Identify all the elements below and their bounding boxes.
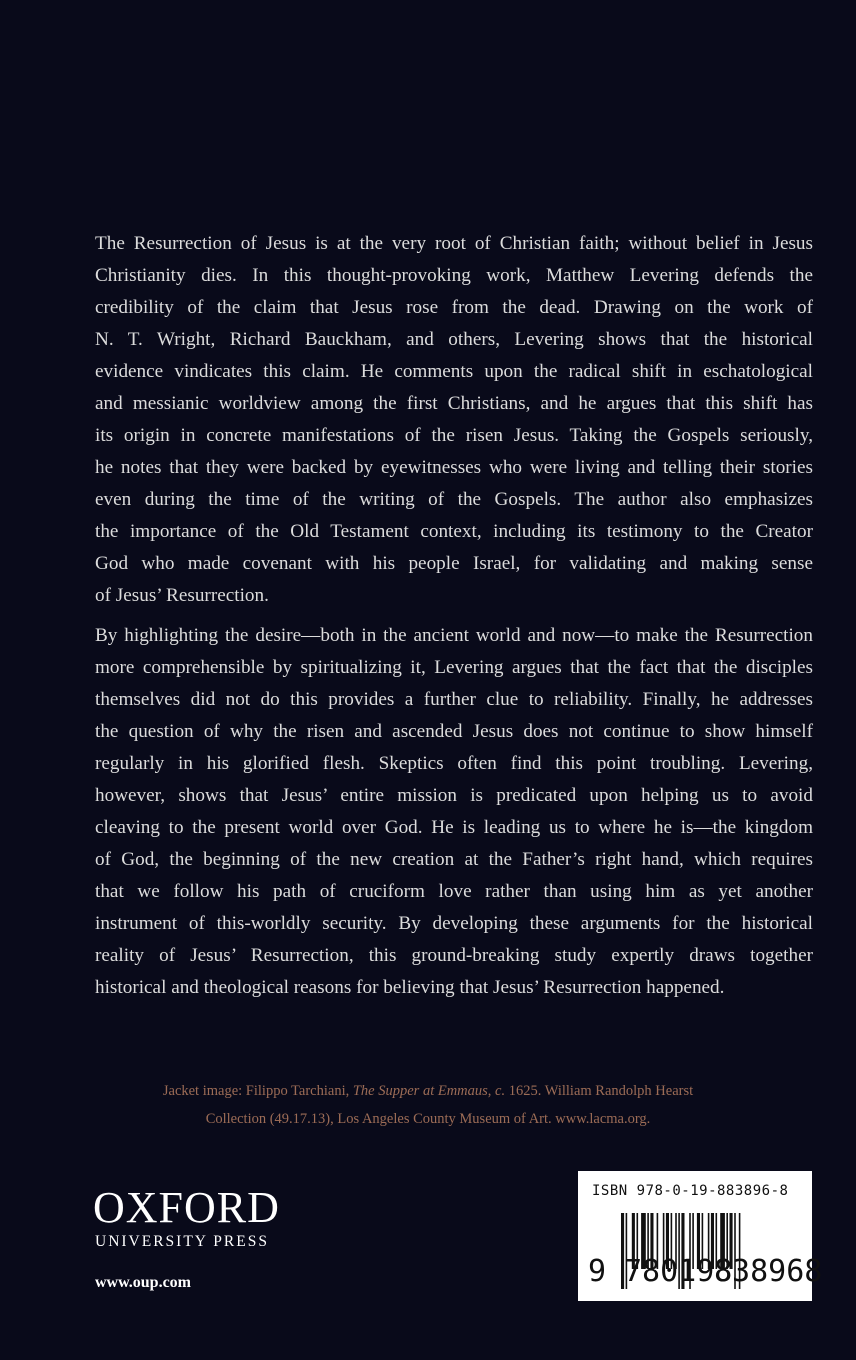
- publisher-logo-sub: UNIVERSITY PRESS: [95, 1233, 269, 1250]
- blurb-line: By highlighting the desire—both in the ancient world and now—to make the Resurrection: [95, 625, 813, 646]
- blurb-line: God who made covenant with his people Israel, for validating and making sense: [95, 553, 813, 574]
- blurb-line: The Resurrection of Jesus is at the very root of Christian faith; without belief in Jesus: [95, 233, 813, 254]
- blurb-line: credibility of the claim that Jesus rose from the dead. Drawing on the work of: [95, 297, 813, 318]
- isbn-text: ISBN 978-0-19-883896-8: [592, 1183, 789, 1199]
- blurb-line: instrument of this-worldly security. By developing these arguments for the historical: [95, 913, 813, 934]
- blurb-line: and messianic worldview among the first Christians, and he argues that this shift has: [95, 393, 813, 414]
- jacket-credit-line-2: Collection (49.17.13), Los Angeles County Museum of Art. www.lacma.org.: [205, 1111, 651, 1127]
- blurb-line: more comprehensible by spiritualizing it, Levering argues that the fact that the disciples: [95, 657, 813, 678]
- blurb-line: that we follow his path of cruciform love rather than using him as yet another: [95, 881, 813, 902]
- blurb-line: even during the time of the writing of the Gospels. The author also emphasizes: [95, 489, 813, 510]
- blurb-line: its origin in concrete manifestations of the risen Jesus. Taking the Gospels seriously,: [95, 425, 813, 446]
- blurb-line: he notes that they were backed by eyewitnesses who were living and telling their stories: [95, 457, 813, 478]
- isbn-barcode: [578, 1171, 823, 1301]
- blurb-paragraph-1: [95, 228, 813, 612]
- blurb-line: the importance of the Old Testament context, including its testimony to the Creator: [95, 521, 813, 542]
- publisher-logo-name: OXFORD: [93, 1183, 280, 1232]
- credit-prefix: Jacket image: Filippo Tarchiani,: [162, 1083, 353, 1099]
- barcode-digits-left: 780198: [624, 1254, 733, 1289]
- blurb-line: however, shows that Jesus’ entire mission is predicated upon helping us to avoid: [95, 785, 813, 806]
- blurb-line: evidence vindicates this claim. He comments upon the radical shift in eschatological: [95, 361, 813, 382]
- blurb-line: Christianity dies. In this thought-provoking work, Matthew Levering defends the: [95, 265, 813, 286]
- jacket-credit-line-1: [0, 1077, 856, 1105]
- blurb-line: N. T. Wright, Richard Bauckham, and others, Levering shows that the historical: [95, 329, 813, 350]
- blurb-line: the question of why the risen and ascended Jesus does not continue to show himself: [95, 721, 813, 742]
- blurb-line: historical and theological reasons for believing that Jesus’ Resurrection happened.: [95, 977, 725, 998]
- barcode-digits-right: 838968: [714, 1254, 823, 1289]
- blurb-line: regularly in his glorified flesh. Skeptics often find this point troubling. Levering,: [95, 753, 813, 774]
- blurb-line: themselves did not do this provides a further clue to reliability. Finally, he addresses: [95, 689, 813, 710]
- publisher-url: www.oup.com: [95, 1274, 192, 1291]
- blurb-line: cleaving to the present world over God. He is leading us to where he is—the kingdom: [95, 817, 813, 838]
- credit-rest: 1625. William Randolph Hearst: [505, 1083, 694, 1099]
- blurb-line: of Jesus’ Resurrection.: [95, 585, 269, 606]
- blurb-line: reality of Jesus’ Resurrection, this ground-breaking study expertly draws together: [95, 945, 813, 966]
- barcode-lead-digit: 9: [588, 1254, 607, 1289]
- blurb-paragraph-2: [95, 620, 813, 1004]
- credit-sep: ,: [487, 1083, 496, 1099]
- artwork-title: The Supper at Emmaus: [352, 1083, 488, 1099]
- blurb-line: of God, the beginning of the new creation at the Father’s right hand, which requires: [95, 849, 813, 870]
- circa: c.: [495, 1083, 506, 1099]
